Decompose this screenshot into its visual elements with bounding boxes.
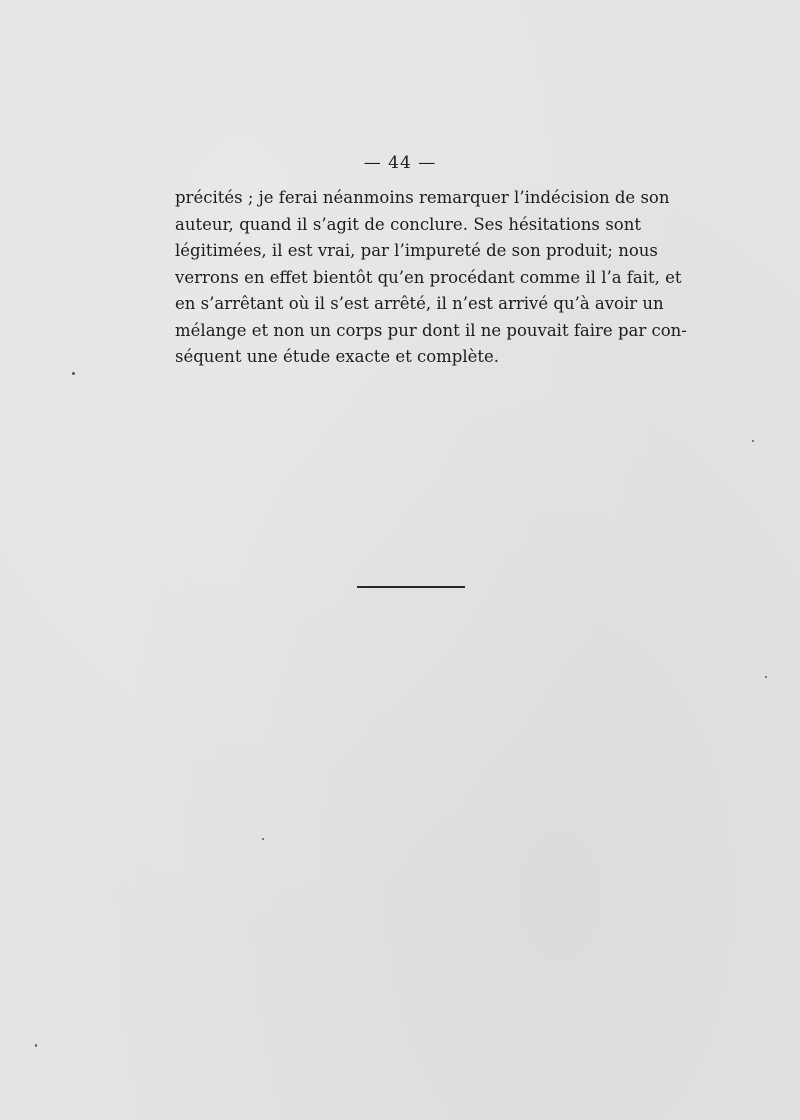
- text-line: mélange et non un corps pur dont il ne pouvait faire par con-: [175, 320, 687, 340]
- text-line: légitimées, il est vrai, par l’impureté de son produit; nous: [175, 241, 658, 260]
- text-line: auteur, quand il s’agit de conclure. Ses hésitations sont: [175, 214, 641, 234]
- paper-speck: [262, 838, 264, 840]
- page-number: — 44 —: [363, 153, 437, 173]
- paper-speck: [35, 1044, 37, 1047]
- paper-speck: [752, 440, 754, 442]
- text-line: verrons en effet bientôt qu’en procédant comme il l’a fait, et: [175, 267, 682, 287]
- text-line: précités ; je ferai néanmoins remarquer l’indécision de son: [175, 188, 670, 207]
- paper-speck: [72, 372, 75, 375]
- section-end-rule: [357, 586, 465, 588]
- body-paragraph: [175, 185, 687, 371]
- text-line: séquent une étude exacte et complète.: [175, 347, 500, 366]
- paper-speck: [765, 676, 767, 678]
- text-line: en s’arrêtant où il s’est arrêté, il n’est arrivé qu’à avoir un: [175, 294, 664, 313]
